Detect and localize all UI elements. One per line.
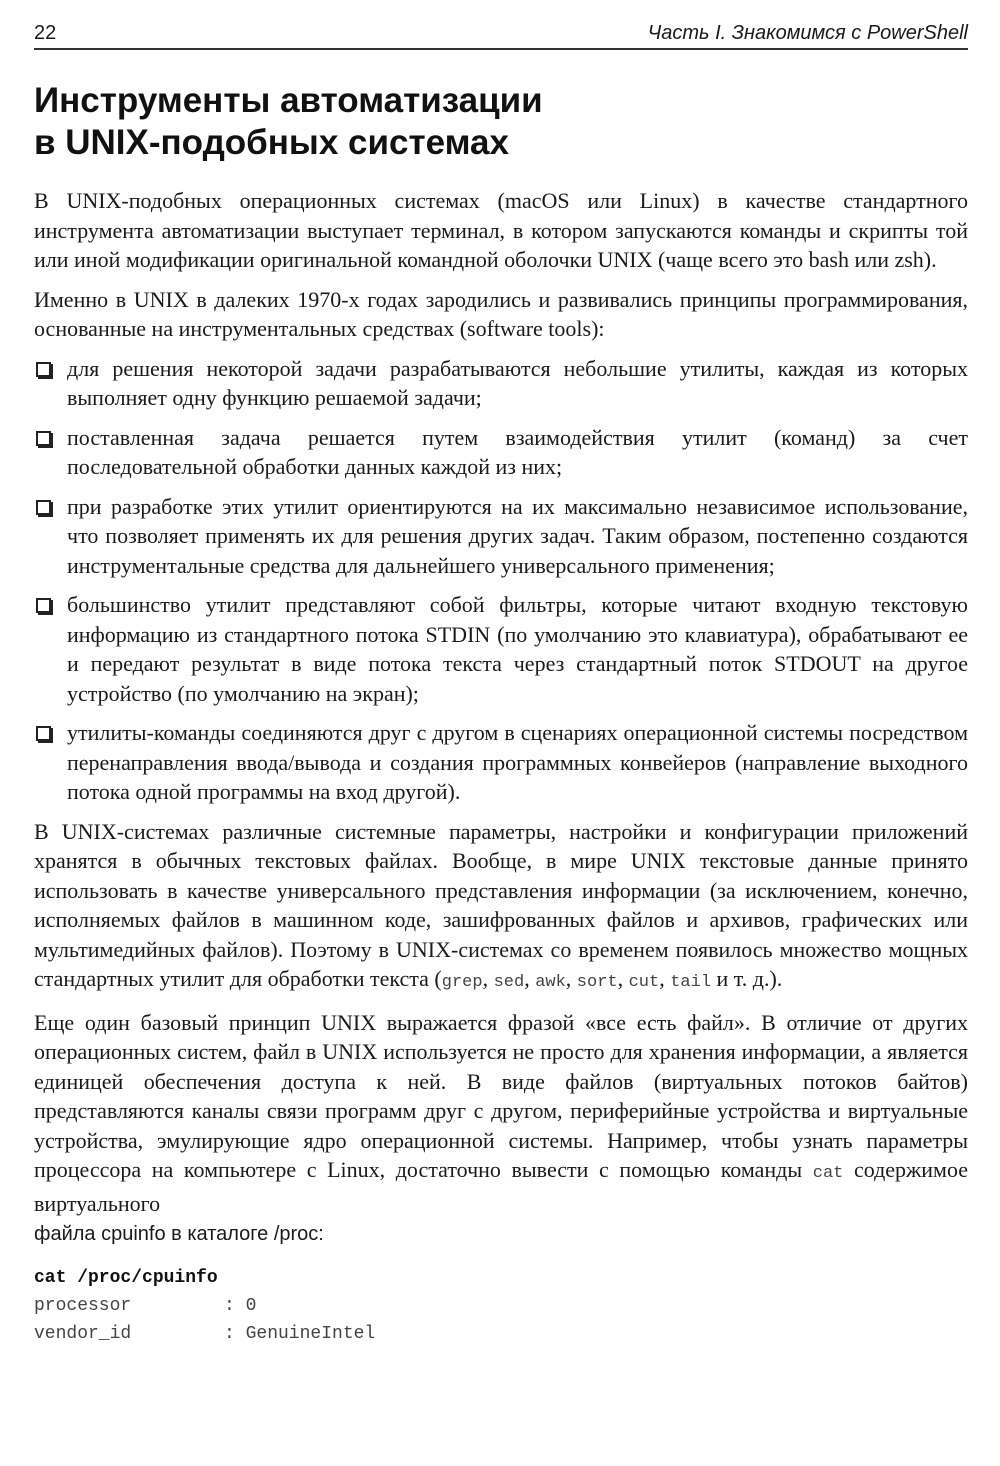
list-item-text: утилиты-команды соединяются друг с другом в сценариях операционной системы посредством перенаправления ввода/вывода и создания программных конвейеров (направление выходного потока одной программы на вход другой). [67, 720, 968, 804]
inline-code-sed: sed [493, 973, 525, 992]
paragraph-3 [34, 817, 968, 998]
separator: , [524, 966, 536, 991]
page-number: 22 [34, 22, 57, 44]
paragraph-4-last-line: файла cpuinfo в каталоге /proc: [34, 1223, 324, 1245]
checkbox-bullet-icon [36, 362, 51, 377]
separator: , [565, 966, 577, 991]
section-title-line1: Инструменты автоматизации [34, 81, 543, 120]
separator: , [659, 966, 671, 991]
code-output-key: processor [34, 1295, 132, 1316]
code-output-row [34, 1292, 968, 1320]
running-title: Часть I. Знакомимся с PowerShell [647, 22, 968, 44]
list-item [34, 354, 968, 413]
code-command: cat /proc/cpuinfo [34, 1267, 218, 1288]
section-title [34, 80, 968, 164]
checkbox-bullet-icon [36, 726, 51, 741]
list-item-text: для решения некоторой задачи разрабатываются небольшие утилиты, каждая из которых выполняет одну функцию решаемой задачи; [67, 355, 968, 410]
code-listing [34, 1264, 968, 1348]
paragraph-3-text: В UNIX-системах различные системные параметры, настройки и конфигурации приложений хранятся в обычных текстовых файлах. Вообще, в мире UNIX текстовые данные принято использовать в качестве универсального представления информации (за исключением, конечно, исполняемых файлов в машинном коде, зашифрованных файлов и архивов, графических или мультимедийных файлов). Поэтому в UNIX-системах со временем появилось множество мощных стандартных утилит для обработки текста ( [34, 818, 968, 991]
running-head [34, 22, 968, 50]
code-output-value: : GenuineIntel [224, 1323, 376, 1344]
code-output-row [34, 1320, 968, 1348]
list-item [34, 590, 968, 708]
principles-list [34, 354, 968, 807]
inline-code-sort: sort [576, 973, 618, 992]
checkbox-bullet-icon [36, 598, 51, 613]
code-output-key: vendor_id [34, 1323, 132, 1344]
list-item-text: поставленная задача решается путем взаимодействия утилит (команд) за счет последовательной обработки данных каждой из них; [67, 424, 968, 479]
inline-code-cut: cut [628, 973, 660, 992]
inline-code-tail: tail [670, 973, 712, 992]
paragraph-4 [34, 1008, 968, 1250]
paragraph-4-text-2: содержимое виртуального [34, 1157, 968, 1216]
list-item-text: большинство утилит представляют собой фильтры, которые читают входную текстовую информацию из стандартного потока STDIN (по умолчанию это клавиатура), обрабатывают ее и передают результат в виде потока текста через стандартный поток STDOUT на другое устройство (по умолчанию на экран); [67, 592, 968, 706]
checkbox-bullet-icon [36, 431, 51, 446]
section-title-line2: в UNIX-подобных системах [34, 123, 509, 162]
list-item [34, 492, 968, 581]
list-item [34, 718, 968, 807]
separator: , [617, 966, 629, 991]
code-output-value: : 0 [224, 1295, 257, 1316]
checkbox-bullet-icon [36, 500, 51, 515]
paragraph-4-text: Еще один базовый принцип UNIX выражается фразой «все есть файл». В отличие от других операционных систем, файл в UNIX используется не просто для хранения информации, а является единицей обеспечения доступа к ней. В виде файлов (виртуальных потоков байтов) представляются каналы связи программ друг с другом, периферийные устройства и виртуальные устройства, эмулирующие ядро операционной системы. Например, чтобы узнать параметры процессора на компьютере с Linux, достаточно вывести с помощью команды [34, 1009, 968, 1182]
list-item-text: при разработке этих утилит ориентируются на их максимально независимое использование, что позволяет применять их для решения других задач. Таким образом, постепенно создаются инструментальные средства для дальнейшего универсального применения; [67, 493, 968, 578]
paragraph-3-ending: и т. д.). [711, 966, 783, 991]
inline-code-cat: cat [812, 1164, 844, 1183]
book-page [34, 22, 968, 1348]
separator: , [482, 966, 494, 991]
inline-code-awk: awk [535, 973, 566, 992]
paragraph-1: В UNIX-подобных операционных системах (macOS или Linux) в качестве стандартного инструмента автоматизации выступает терминал, в котором запускаются команды и скрипты той или иной модификации оригинальной командной оболочки UNIX (чаще всего это bash или zsh). [34, 188, 968, 272]
inline-code-grep: grep [441, 973, 483, 992]
paragraph-2: Именно в UNIX в далеких 1970-х годах зародились и развивались принципы программирования, основанные на инструментальных средствах (software tools): [34, 286, 968, 341]
list-item [34, 423, 968, 482]
